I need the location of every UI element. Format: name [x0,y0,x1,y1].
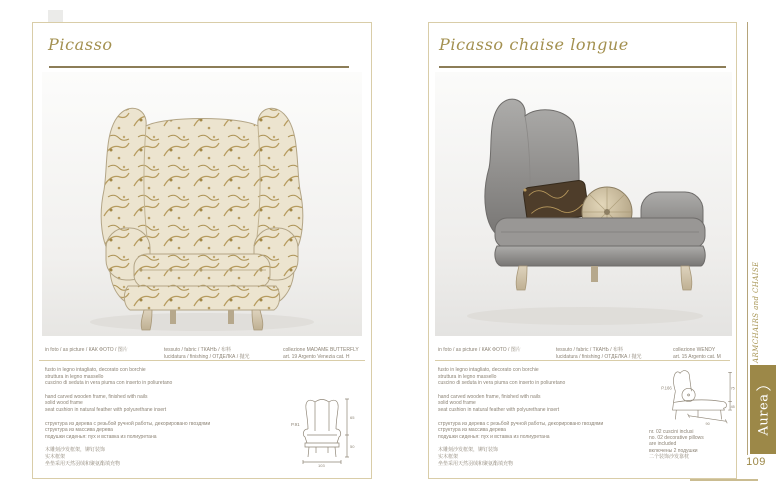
armchair-illustration [42,72,362,336]
page-edge-notch [48,10,63,22]
diagram-depth-label: P.166 [661,385,672,391]
fabric-label: tessuto / fabric / ТКАНЬ / 布料 [556,347,624,353]
article-number: art. 15 Argento cat. M [673,354,721,360]
description-cn: 木雕刻沙发框架，铆钉装饰 实木框架 坐垫采用天然羽绒和聚氨酯填充物 [438,447,514,467]
armchair-photo [42,72,362,336]
page-number: 109 [746,456,766,468]
brand-name: Aurea [755,393,771,435]
chaise-dimension-diagram [659,361,737,427]
included-pillows-note: nr. 02 cuscini inclusi no. 02 decorative pillows are included включены 2 подушки 二个装饰沙发靠枕 [649,429,704,460]
chaise-diagram-icon [659,361,737,427]
finishing-label: lucidatura / finishing / ОТДЕЛКА / 抛光 [164,354,250,360]
caption-fabric [164,347,250,361]
caption-fabric [556,347,642,361]
description-ru: структура из дерева с резьбой ручной работы, декорировано гвоздями структура из массива дерева подушки сиденья: пух и вставка из полиуретана [45,420,211,440]
armchair-diagram-icon [289,389,369,469]
chaise-photo [435,72,732,336]
diagram-width-label: 90 [705,422,710,427]
right-page [428,22,737,479]
title-rule [49,66,349,68]
description-it: fusto in legno intagliato, decorato con borchie struttura in legno massello cuscino di seduta in vera piuma con inserto in poliuretano [438,367,566,387]
description-ru: структура из дерева с резьбой ручной работы, декорировано гвоздями структура из массива дерева подушки сиденья: пух и вставка из полиуретана [438,420,604,440]
description-en: hand carved wooden frame, finished with nails solid wood frame seat cushion in natural feather with polyurethane insert [438,393,560,413]
description-it: fusto in legno intagliato, decorato con borchie struttura in legno massello cuscino di seduta in vera piuma con inserto in poliuretano [45,367,173,387]
page-title: Picasso chaise longue [439,35,629,54]
aurea-logo-swoosh-icon [755,384,771,391]
caption-collection [673,347,721,361]
diagram-height-upper: 65 [350,415,355,420]
left-page [32,22,372,479]
description-cn: 木雕刻沙发框架，铆钉装饰 实木框架 坐垫采用天然羽绒和聚氨酯填充物 [45,447,121,467]
chaise-illustration [435,72,732,336]
caption-collection [283,347,359,361]
finishing-label: lucidatura / finishing / ОТДЕЛКА / 抛光 [556,354,642,360]
page-title: Picasso [48,35,113,54]
armchair-dimension-diagram [289,389,369,469]
category-label: ARMCHAIRS and CHAISE [752,261,760,363]
caption-divider [39,360,365,361]
diagram-height-upper: 75 [730,386,735,391]
description-en: hand carved wooden frame, finished with nails solid wood frame seat cushion in natural feather with polyurethane insert [45,393,167,413]
fabric-label: tessuto / fabric / ТКАНЬ / 布料 [164,347,232,353]
brand-block [750,365,776,454]
article-number: art. 19 Argento Venezia cat. H [283,354,350,360]
diagram-depth-label: P.91 [291,422,300,427]
sidebar-rule [747,22,748,455]
collection-name: collezione MADAME BUTTERFLY [283,347,359,353]
caption-photo: in foto / as picture / КАК ФОТО / 图片 [438,347,521,353]
diagram-width-label: 103 [318,463,325,468]
aurea-logo [755,384,771,435]
collection-name: collezione WENDY [673,347,716,353]
title-rule [439,66,726,68]
caption-photo: in foto / as picture / КАК ФОТО / 图片 [45,347,128,353]
diagram-height-lower: 45 [730,405,735,410]
diagram-height-lower: 50 [350,444,355,449]
description-block [45,367,285,474]
description-block [438,367,653,474]
bottom-accent-rule [690,479,758,481]
